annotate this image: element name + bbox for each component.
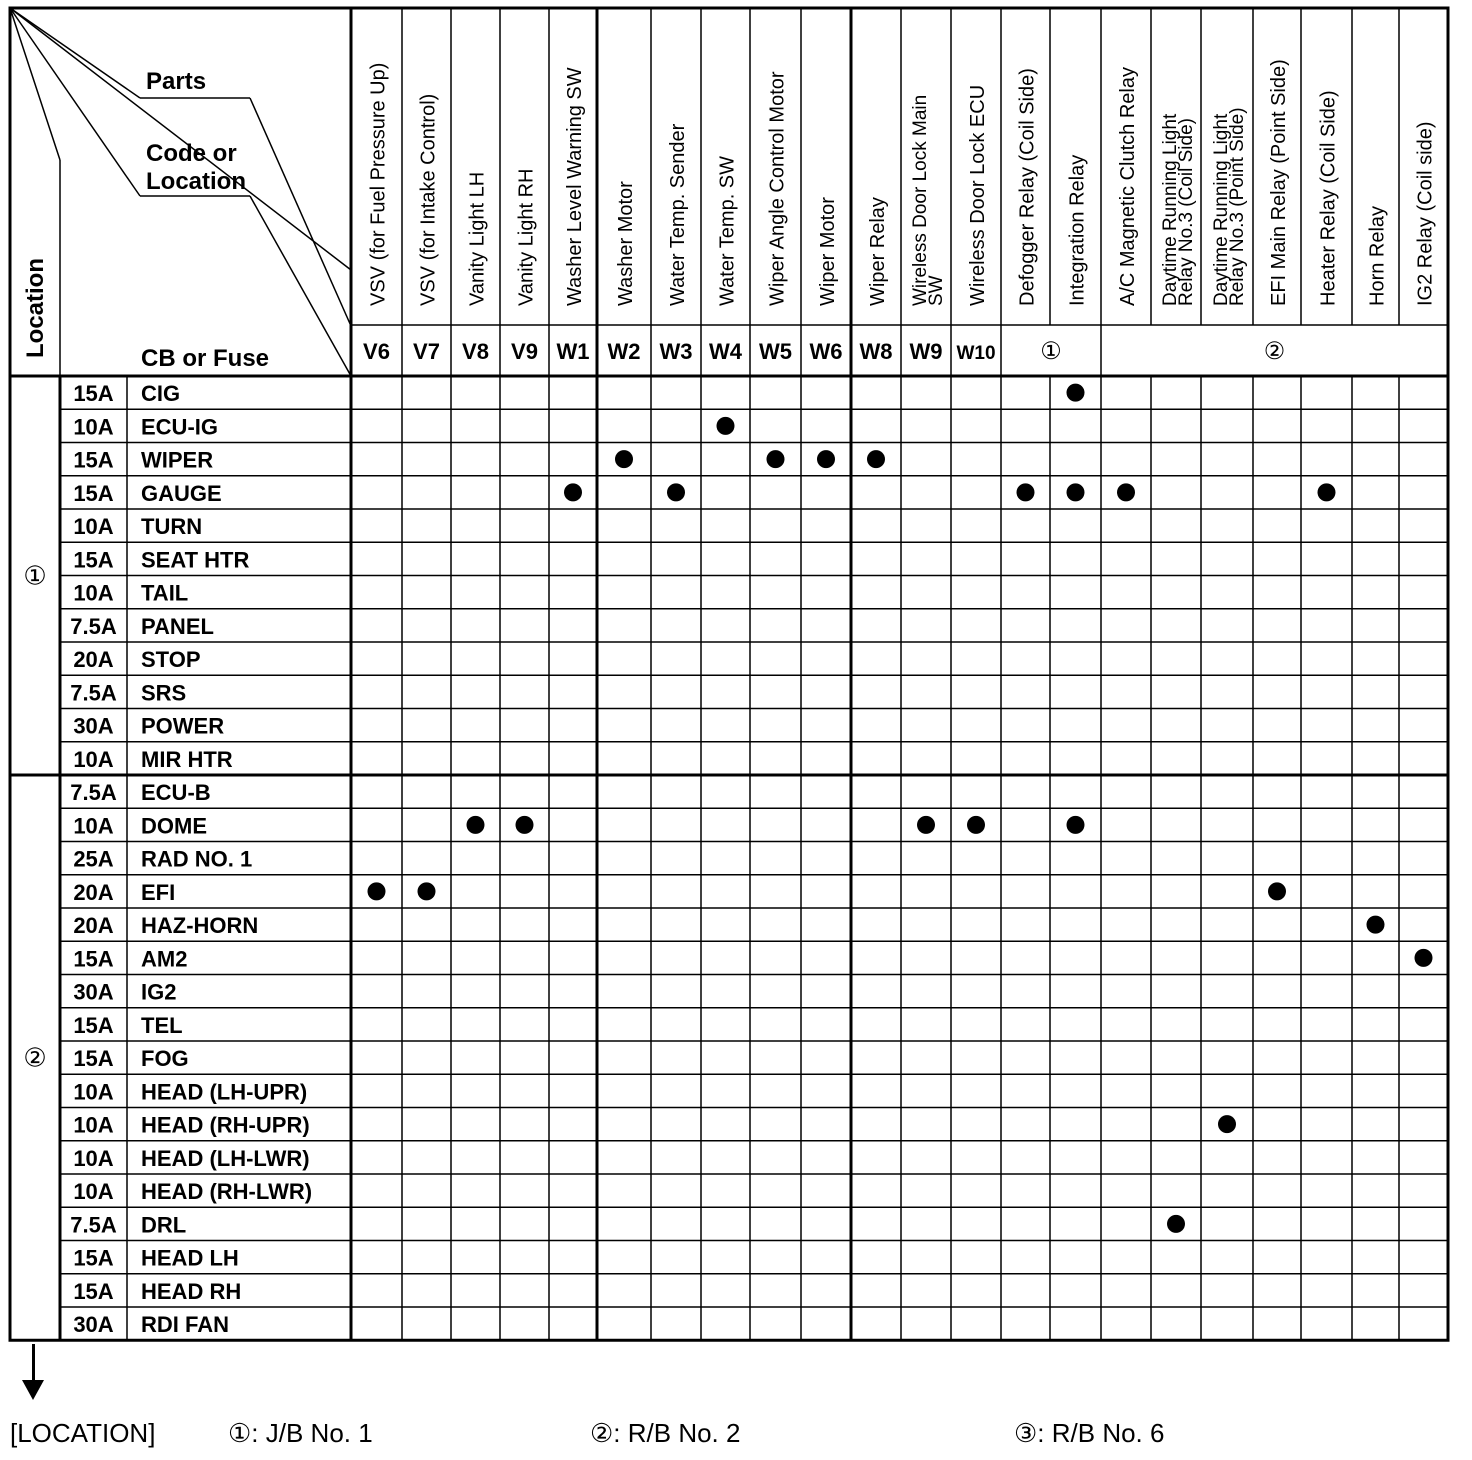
corner-diagonal	[10, 8, 351, 270]
column-code: V7	[413, 339, 440, 364]
fuse-amperage: 25A	[73, 846, 114, 872]
fuse-amperage: 15A	[73, 1245, 114, 1271]
column-code: V8	[462, 339, 489, 364]
connection-dot	[1067, 384, 1085, 402]
connection-dot	[667, 483, 685, 501]
location-arrow-line	[32, 1344, 35, 1384]
legend-location-3: ③: R/B No. 6	[1014, 1418, 1165, 1448]
column-code: W2	[607, 339, 641, 364]
fuse-name: HEAD (LH-LWR)	[141, 1145, 310, 1171]
legend-title: [LOCATION]	[10, 1418, 156, 1448]
column-header-label: Wiper Relay	[867, 197, 889, 306]
fuse-name: GAUGE	[141, 480, 222, 506]
fuse-name: SRS	[141, 680, 187, 706]
connection-dot	[717, 417, 735, 435]
fuse-amperage: 7.5A	[70, 613, 117, 639]
parts-label: Parts	[146, 68, 207, 95]
column-header-label: Relay No.3 (Point Side)	[1227, 107, 1248, 306]
column-header-label: Water Temp. SW	[716, 155, 739, 306]
corner-diagonal	[250, 98, 351, 326]
connection-dot	[1415, 949, 1433, 967]
column-header-label: Washer Motor	[615, 181, 637, 306]
corner-header	[22, 68, 269, 372]
connection-dot	[1268, 882, 1286, 900]
fuse-amperage: 10A	[73, 514, 114, 539]
fuse-amperage: 30A	[73, 713, 114, 739]
fuse-name: SEAT HTR	[141, 547, 250, 573]
column-headers	[368, 59, 1437, 306]
fuse-amperage: 7.5A	[70, 680, 117, 706]
column-code: W5	[759, 339, 792, 364]
connection-dot	[867, 450, 885, 468]
column-header-label: Water Temp. Sender	[667, 123, 689, 306]
fuse-amperage: 15A	[73, 1012, 114, 1038]
fuse-name: HEAD RH	[141, 1278, 242, 1304]
connection-dot	[1117, 483, 1135, 501]
fuse-amperage: 20A	[73, 647, 114, 672]
corner-diagonal	[10, 8, 140, 98]
fuse-amperage: 15A	[73, 946, 114, 972]
column-header-label: Heater Relay (Coil Side)	[1317, 90, 1340, 306]
fuse-amperage: 15A	[73, 1046, 114, 1071]
column-header-label: EFI Main Relay (Point Side)	[1268, 59, 1290, 306]
fuse-name: CIG	[141, 381, 181, 406]
fuse-amperage: 30A	[73, 979, 114, 1005]
column-header-label: Defogger Relay (Coil Side)	[1016, 68, 1039, 306]
fuse-name: TAIL	[141, 580, 189, 606]
connection-dot	[1017, 483, 1035, 501]
column-header-label: SW	[926, 275, 947, 306]
corner-diagonal	[10, 8, 60, 160]
connection-dot	[1367, 916, 1385, 934]
connection-dot	[817, 450, 835, 468]
fuse-amperage: 10A	[73, 813, 114, 839]
fuse-name: MIR HTR	[141, 746, 233, 772]
connection-dot	[467, 816, 485, 834]
fuse-amperage: 15A	[73, 447, 114, 473]
column-header-label: IG2 Relay (Coil side)	[1414, 121, 1437, 306]
legend-location-1: ①: J/B No. 1	[228, 1418, 373, 1448]
column-header-label: Horn Relay	[1366, 205, 1389, 306]
fuse-name: PANEL	[141, 613, 214, 639]
column-header-label: Daytime Running Light	[1211, 113, 1232, 306]
connection-dot	[767, 450, 785, 468]
fuse-name: HEAD (RH-UPR)	[141, 1112, 310, 1138]
column-code: W4	[709, 339, 742, 364]
column-header-label: Vanity Light LH	[466, 171, 489, 306]
fuse-rows	[23, 381, 312, 1337]
arrow-down-icon	[22, 1380, 44, 1400]
connection-dot	[1167, 1215, 1185, 1233]
cb-fuse-label: CB or Fuse	[141, 345, 270, 372]
column-code: V9	[511, 339, 538, 364]
connection-dot	[1218, 1115, 1236, 1133]
legend-location-2: ②: R/B No. 2	[590, 1418, 741, 1448]
column-code: W3	[659, 339, 693, 364]
fuse-name: RDI FAN	[141, 1312, 229, 1337]
column-code: W8	[859, 339, 893, 364]
fuse-name: HAZ-HORN	[141, 913, 259, 938]
column-header-label: Wireless Door Lock Main	[910, 94, 931, 306]
column-code: V6	[363, 339, 390, 364]
column-header-label: Wiper Motor	[817, 197, 839, 306]
column-header-label: Vanity Light RH	[515, 168, 538, 306]
fuse-name: ECU-IG	[141, 414, 218, 440]
connection-dot	[516, 816, 534, 834]
column-code-group: ①	[1040, 338, 1062, 365]
connection-dot	[368, 882, 386, 900]
fuse-name: DRL	[141, 1212, 187, 1238]
fuse-name: AM2	[141, 946, 188, 972]
fuse-amperage: 7.5A	[70, 780, 117, 805]
connection-dot	[1067, 483, 1085, 501]
column-code-group: ②	[1263, 338, 1286, 365]
fuse-amperage: 20A	[73, 879, 114, 905]
fuse-name: WIPER	[141, 447, 214, 473]
column-header-label: Daytime Running Light	[1160, 113, 1181, 306]
fuse-amperage: 10A	[73, 580, 114, 606]
fuse-amperage: 10A	[73, 414, 114, 440]
fuse-name: FOG	[141, 1046, 189, 1071]
column-header-label: A/C Magnetic Clutch Relay	[1117, 67, 1139, 306]
column-codes	[363, 338, 1285, 365]
code-label-line1: Code or	[146, 140, 237, 167]
fuse-name: IG2	[141, 979, 177, 1005]
fuse-name: HEAD (RH-LWR)	[141, 1179, 313, 1204]
fuse-name: TURN	[141, 514, 203, 539]
column-header-label: Relay No.3 (Coil Side)	[1176, 118, 1197, 306]
fuse-amperage: 15A	[73, 381, 114, 406]
fuse-name: STOP	[141, 647, 201, 672]
column-header-label: Integration Relay	[1066, 154, 1089, 306]
fuse-amperage: 7.5A	[70, 1212, 117, 1238]
location-marker: ①	[23, 560, 47, 591]
fuse-name: DOME	[141, 813, 207, 839]
fuse-amperage: 10A	[73, 1145, 114, 1171]
fuse-amperage: 10A	[73, 1112, 114, 1138]
fuse-name: HEAD LH	[141, 1245, 239, 1271]
fuse-name: RAD NO. 1	[141, 846, 253, 872]
fuse-amperage: 20A	[73, 913, 114, 938]
fuse-name: EFI	[141, 879, 176, 905]
connection-dot	[418, 882, 436, 900]
connection-dot	[1318, 483, 1336, 501]
fuse-name: TEL	[141, 1012, 183, 1038]
connection-dot	[967, 816, 985, 834]
connection-dot	[917, 816, 935, 834]
fuse-name: POWER	[141, 713, 225, 739]
column-header-label: VSV (for Intake Control)	[417, 93, 440, 306]
column-header-label: Washer Level Warning SW	[564, 67, 586, 306]
fuse-name: ECU-B	[141, 780, 211, 805]
fuse-amperage: 15A	[73, 1278, 114, 1304]
fuse-amperage: 10A	[73, 1179, 114, 1204]
column-code: W6	[809, 339, 843, 364]
fuse-amperage: 15A	[73, 547, 114, 573]
fuse-amperage: 10A	[73, 1079, 114, 1105]
column-header-label: VSV (for Fuel Pressure Up)	[367, 62, 390, 306]
location-axis-label: Location	[22, 258, 49, 358]
location-marker: ②	[23, 1042, 47, 1073]
corner-diagonal	[10, 8, 140, 196]
fuse-name: HEAD (LH-UPR)	[141, 1079, 308, 1105]
code-label-line2: Location	[146, 168, 246, 195]
column-code: W9	[909, 339, 943, 364]
column-header-label: Wireless Door Lock ECU	[967, 84, 989, 306]
fuse-amperage: 15A	[73, 480, 114, 506]
fuse-amperage: 10A	[73, 746, 114, 772]
column-header-label: Wiper Angle Control Motor	[766, 71, 789, 306]
column-code: W10	[956, 343, 996, 364]
column-code: W1	[556, 339, 590, 364]
fuse-amperage: 30A	[73, 1312, 114, 1337]
connection-dot	[615, 450, 633, 468]
connection-dot	[1067, 816, 1085, 834]
connection-dot	[564, 483, 582, 501]
